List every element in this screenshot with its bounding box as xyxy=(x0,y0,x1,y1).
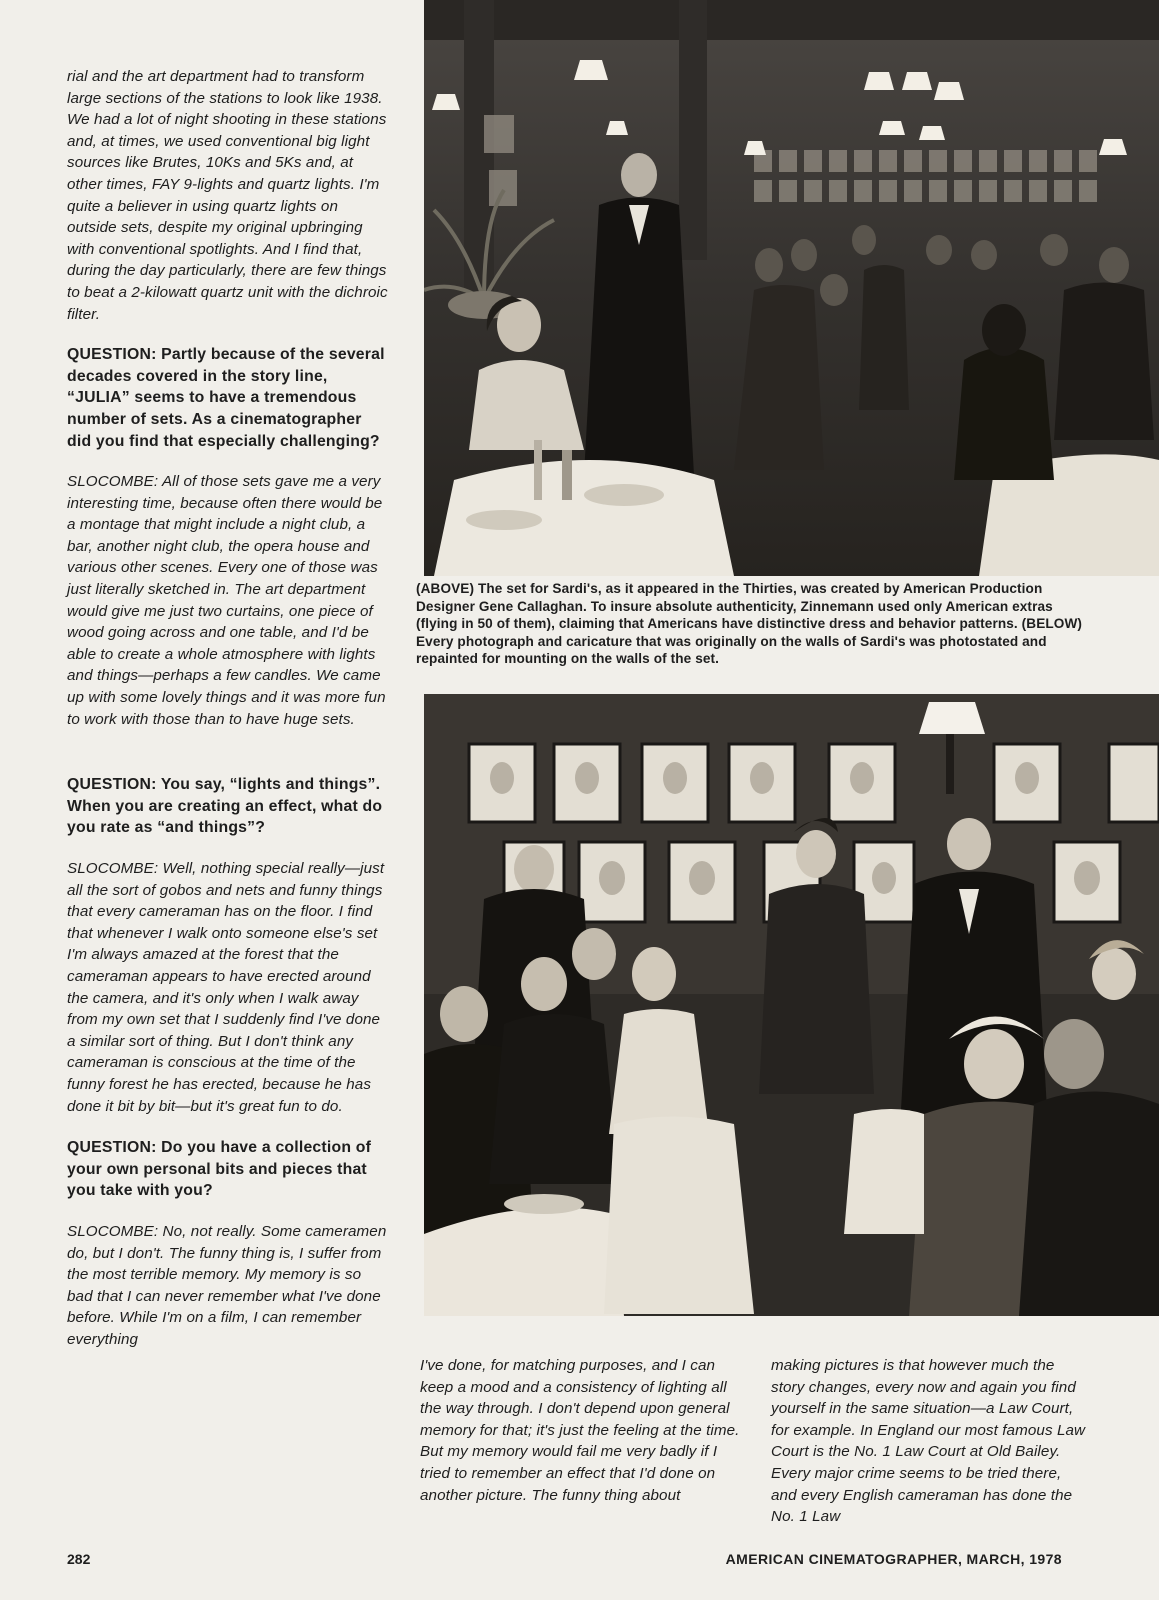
caricature-wall-photo xyxy=(424,694,1159,1316)
answer-paragraph: SLOCOMBE: No, not really. Some cameramen do, but I don't. The funny thing is, I suffer from the most terrible memory. My memory is so bad that I can never remember what I've done before. While I'm on a film, I can remember everything xyxy=(67,1222,387,1348)
publication-footer: AMERICAN CINEMATOGRAPHER, MARCH, 1978 xyxy=(725,1551,1062,1567)
middle-text-column xyxy=(420,1355,740,1506)
restaurant-scene-illustration xyxy=(424,0,1159,576)
applauding-diners-illustration xyxy=(424,694,1159,1316)
right-text-column xyxy=(771,1355,1091,1528)
photo-caption: (ABOVE) The set for Sardi's, as it appeared in the Thirties, was created by American Production Designer Gene Callaghan. To insure absolute authenticity, Zinnemann used only American extras (flying in 50 of them), claiming that Americans have distinctive dress and behavior patterns. (BELOW) Every photograph and caricature that was originally on the walls of Sardi's was photostated and repainted for mounting on the walls of the set. xyxy=(416,581,1083,667)
answer-paragraph: SLOCOMBE: All of those sets gave me a very interesting time, because often there would be a montage that might include a night club, a bar, another night club, the opera house and various other scenes. Every one of those was just literally sketched in. The art department would give me just two curtains, one piece of wood going across and one table, and I'd be able to create a whole atmosphere with lights and things—perhaps a few candles. We came up with some lovely things and it was more fun to work with those than to have huge sets. xyxy=(67,473,386,728)
answer-paragraph: SLOCOMBE: Well, nothing special really—just all the sort of gobos and nets and funny things that every cameraman has on the floor. I find that whenever I walk onto someone else's set I'm always amazed at the forest that the cameraman appears to have erected around the camera, and it's only when I walk away from my own set that I suddenly find I've done a similar sort of thing. But I don't think any cameraman is conscious at the time of the funny forest he has erected, because he has done it bit by bit—but it's great fun to do. xyxy=(67,860,385,1115)
page-number: 282 xyxy=(67,1551,91,1567)
body-paragraph: I've done, for matching purposes, and I can keep a mood and a consistency of lighting all the way through. I don't depend upon general memory for that; it's just the feeling at the time. But my memory would fail me very badly if I tried to remember an effect that I'd done on another picture. The funny thing about xyxy=(420,1357,740,1504)
question-heading: QUESTION: Partly because of the several decades covered in the story line, “JULIA” seems to have a tremendous number of sets. As a cinematographer did you find that especially challenging? xyxy=(67,346,385,450)
sardis-set-photo xyxy=(424,0,1159,576)
question-heading: QUESTION: You say, “lights and things”. When you are creating an effect, what do you rate as “and things”? xyxy=(67,776,383,837)
body-paragraph: rial and the art department had to transform large sections of the stations to look like 1938. We had a lot of night shooting in these stations and, at times, we used conventional big light sources like Brutes, 10Ks and 5Ks and, at other times, FAY 9-lights and quartz lights. I'm quite a believer in using quartz lights on outside sets, despite my original upbringing with conventional spotlights. And I find that, during the day particularly, there are few things to beat a 2-kilowatt quartz unit with the dichroic filter. xyxy=(67,68,388,323)
question-heading: QUESTION: Do you have a collection of your own personal bits and pieces that you take with you? xyxy=(67,1139,372,1200)
body-paragraph: making pictures is that however much the story changes, every now and again you find yourself in the same situation—a Law Court, for example. In England our most famous Law Court is the No. 1 Law Court at Old Bailey. Every major crime seems to be tried there, and every English cameraman has done the No. 1 Law xyxy=(771,1357,1086,1526)
left-text-column xyxy=(67,66,390,1350)
